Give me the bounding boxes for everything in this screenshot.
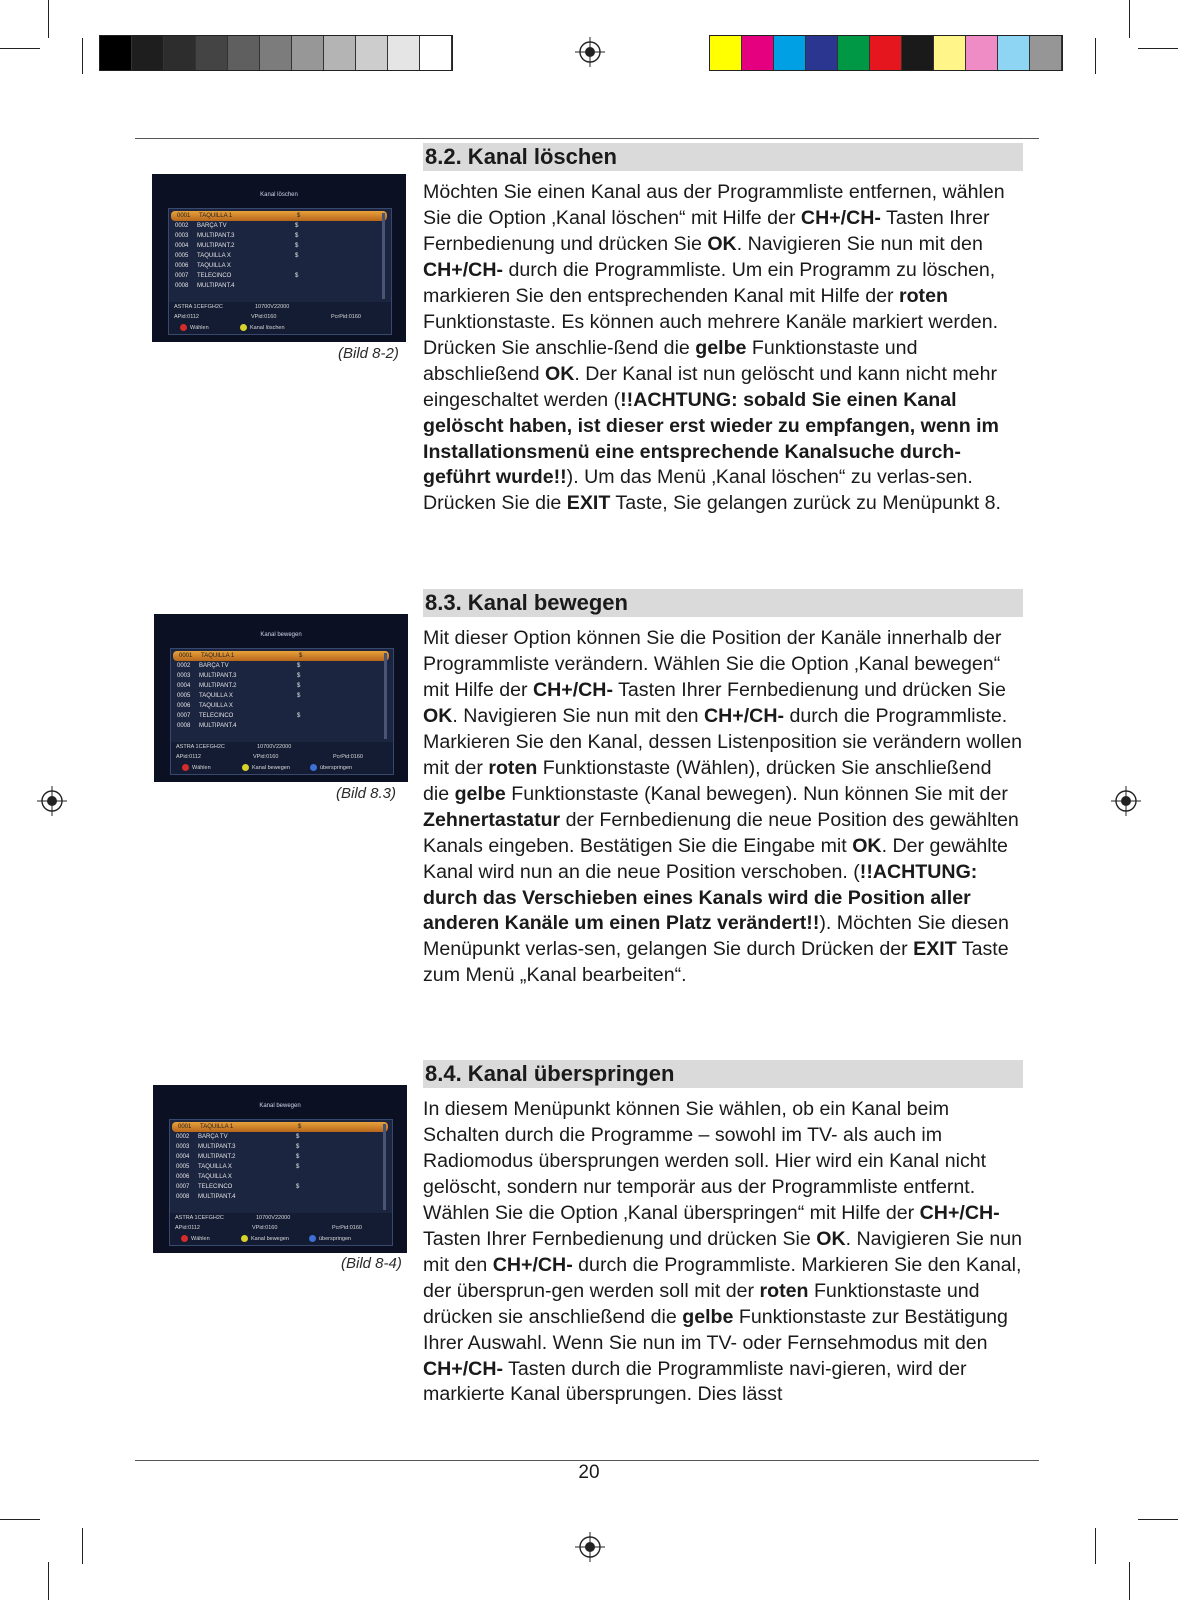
pcrpid-value: PcrPid:0160 bbox=[331, 314, 361, 320]
channel-row bbox=[171, 211, 387, 221]
info-line bbox=[170, 1223, 392, 1233]
function-key-label: Kanal bewegen bbox=[252, 764, 290, 771]
info-line bbox=[169, 302, 391, 312]
satellite-name: ASTRA 1CEFGH2C bbox=[175, 1215, 224, 1221]
section-kanal-bewegen bbox=[423, 589, 1023, 989]
color-swatch bbox=[324, 36, 356, 70]
channel-number: 0008 bbox=[176, 1194, 190, 1200]
channel-number: 0001 bbox=[179, 653, 193, 659]
bottom-rule bbox=[135, 1460, 1039, 1461]
red-dot-icon bbox=[181, 1235, 188, 1242]
color-swatch bbox=[838, 36, 870, 70]
info-line bbox=[170, 1213, 392, 1223]
channel-row bbox=[173, 651, 389, 661]
color-swatch bbox=[420, 36, 452, 70]
section-kanal-loeschen bbox=[423, 143, 1023, 517]
apid-value: APid:0112 bbox=[174, 314, 199, 320]
channel-row bbox=[171, 671, 393, 681]
transponder-value: 10700V22000 bbox=[256, 1215, 291, 1221]
color-swatch bbox=[998, 36, 1030, 70]
channel-row bbox=[170, 1132, 392, 1142]
channel-row bbox=[169, 251, 391, 261]
scrambled-flag: $ bbox=[296, 1134, 300, 1140]
channel-row bbox=[172, 1122, 388, 1132]
screenshot-kanal-bewegen bbox=[154, 614, 408, 782]
channel-list bbox=[170, 648, 394, 746]
channel-number: 0001 bbox=[177, 213, 191, 219]
channel-number: 0005 bbox=[175, 253, 189, 259]
channel-name: TAQUILLA 1 bbox=[201, 653, 235, 659]
channel-number: 0007 bbox=[177, 713, 191, 719]
channel-number: 0002 bbox=[176, 1134, 190, 1140]
channel-row bbox=[171, 701, 393, 711]
color-swatch bbox=[196, 36, 228, 70]
scrambled-flag: $ bbox=[297, 673, 301, 679]
channel-row bbox=[169, 231, 391, 241]
color-swatch bbox=[742, 36, 774, 70]
vpid-value: VPid:0160 bbox=[253, 754, 279, 760]
section-kanal-ueberspringen bbox=[423, 1060, 1023, 1408]
channel-list bbox=[168, 208, 392, 306]
figure-caption: (Bild 8-2) bbox=[338, 345, 399, 362]
screenshot-kanal-loeschen bbox=[152, 174, 406, 342]
channel-row bbox=[170, 1142, 392, 1152]
pcrpid-value: PcrPid:0160 bbox=[333, 754, 363, 760]
channel-name: MULTIPANT.4 bbox=[199, 723, 237, 729]
color-swatch bbox=[1030, 36, 1062, 70]
section-paragraph: In diesem Menüpunkt können Sie wählen, ob ein Kanal beim Schalten durch die Programme – sowohl im TV- als auch im Radiomodus übersprungen werden soll. Hier wird ein Kanal nicht gelöscht, sondern nur temporär aus der Programmliste entfernt. Wählen Sie die Option ‚Kanal überspringen“ mit Hilfe der CH+/CH- Tasten Ihrer Fernbedienung und drücken Sie OK. Navigieren Sie nun mit den CH+/CH- durch die Programmliste. Markieren Sie den Kanal, der übersprun-gen werden soll mit der roten Funktionstaste und drücken sie anschließend die gelbe Funktionstaste zur Bestätigung Ihrer Auswahl. Wenn Sie nun im TV- oder Fernsehmodus mit den CH+/CH- Tasten durch die Programmliste navi-gieren, wird der markierte Kanal übersprungen. Dies lässt bbox=[423, 1098, 1023, 1406]
page-number: 20 bbox=[578, 1462, 600, 1483]
channel-number: 0003 bbox=[175, 233, 189, 239]
scrambled-flag: $ bbox=[299, 653, 303, 659]
channel-name: TAQUILLA X bbox=[198, 1174, 232, 1180]
channel-name: TAQUILLA X bbox=[197, 253, 231, 259]
scrambled-flag: $ bbox=[295, 223, 299, 229]
figure-caption: (Bild 8.3) bbox=[336, 785, 397, 802]
info-line bbox=[169, 312, 391, 322]
function-key-bar bbox=[170, 762, 392, 774]
function-key-blue bbox=[309, 1235, 351, 1242]
channel-name: MULTIPANT.2 bbox=[197, 243, 235, 249]
channel-name: MULTIPANT.3 bbox=[197, 233, 235, 239]
color-swatch bbox=[100, 36, 132, 70]
color-swatch bbox=[902, 36, 934, 70]
info-line bbox=[171, 752, 393, 762]
channel-name: MULTIPANT.4 bbox=[198, 1194, 236, 1200]
channel-number: 0006 bbox=[176, 1174, 190, 1180]
satellite-name: ASTRA 1CEFGH2C bbox=[174, 304, 223, 310]
channel-row bbox=[169, 261, 391, 271]
color-swatch bbox=[228, 36, 260, 70]
red-dot-icon bbox=[180, 324, 187, 331]
channel-name: TAQUILLA X bbox=[199, 693, 233, 699]
section-heading: 8.2. Kanal löschen bbox=[423, 143, 1023, 171]
function-key-label: Wählen bbox=[191, 1235, 210, 1242]
function-key-label: Wählen bbox=[190, 324, 209, 331]
channel-row bbox=[169, 281, 391, 291]
scrambled-flag: $ bbox=[295, 233, 299, 239]
channel-name: MULTIPANT.2 bbox=[199, 683, 237, 689]
registration-mark-icon bbox=[575, 1532, 605, 1562]
registration-mark-icon bbox=[575, 37, 605, 67]
function-key-bar bbox=[169, 1233, 391, 1245]
function-key-yellow bbox=[240, 324, 285, 331]
channel-name: MULTIPANT.3 bbox=[199, 673, 237, 679]
channel-number: 0003 bbox=[177, 673, 191, 679]
channel-name: TAQUILLA 1 bbox=[199, 213, 233, 219]
scrambled-flag: $ bbox=[295, 243, 299, 249]
function-key-label: Kanal löschen bbox=[250, 324, 285, 331]
channel-number: 0004 bbox=[176, 1154, 190, 1160]
function-key-label: Wählen bbox=[192, 764, 211, 771]
function-key-label: überspringen bbox=[320, 764, 353, 771]
channel-row bbox=[171, 711, 393, 721]
function-key-red bbox=[181, 1235, 210, 1242]
channel-name: TELECINCO bbox=[197, 273, 232, 279]
vpid-value: VPid:0160 bbox=[251, 314, 277, 320]
scrollbar bbox=[384, 653, 387, 739]
color-swatch bbox=[132, 36, 164, 70]
function-key-yellow bbox=[242, 764, 290, 771]
channel-number: 0005 bbox=[176, 1164, 190, 1170]
section-heading: 8.4. Kanal überspringen bbox=[423, 1060, 1023, 1088]
blue-dot-icon bbox=[309, 1235, 316, 1242]
scrambled-flag: $ bbox=[297, 713, 301, 719]
channel-row bbox=[169, 241, 391, 251]
scrambled-flag: $ bbox=[295, 253, 299, 259]
grayscale-calibration-bar bbox=[99, 35, 453, 71]
scrambled-flag: $ bbox=[297, 693, 301, 699]
apid-value: APid:0112 bbox=[176, 754, 201, 760]
channel-row bbox=[170, 1172, 392, 1182]
color-swatch bbox=[966, 36, 998, 70]
channel-name: TELECINCO bbox=[199, 713, 234, 719]
channel-row bbox=[171, 691, 393, 701]
scrambled-flag: $ bbox=[296, 1144, 300, 1150]
transponder-value: 10700V22000 bbox=[255, 304, 290, 310]
channel-row bbox=[171, 721, 393, 731]
info-line bbox=[171, 742, 393, 752]
channel-number: 0008 bbox=[177, 723, 191, 729]
channel-name: BARÇA TV bbox=[198, 1134, 228, 1140]
scrollbar bbox=[382, 213, 385, 299]
channel-number: 0005 bbox=[177, 693, 191, 699]
channel-number: 0004 bbox=[175, 243, 189, 249]
screenshot-kanal-ueberspringen bbox=[153, 1085, 407, 1253]
scrambled-flag: $ bbox=[298, 1124, 302, 1130]
channel-name: BARÇA TV bbox=[197, 223, 227, 229]
channel-name: MULTIPANT.2 bbox=[198, 1154, 236, 1160]
function-key-yellow bbox=[241, 1235, 289, 1242]
channel-name: TAQUILLA X bbox=[197, 263, 231, 269]
channel-row bbox=[169, 221, 391, 231]
yellow-dot-icon bbox=[240, 324, 247, 331]
channel-name: BARÇA TV bbox=[199, 663, 229, 669]
vpid-value: VPid:0160 bbox=[252, 1225, 278, 1231]
channel-row bbox=[170, 1162, 392, 1172]
channel-row bbox=[171, 661, 393, 671]
channel-name: TAQUILLA X bbox=[198, 1164, 232, 1170]
color-swatch bbox=[292, 36, 324, 70]
function-key-label: Kanal bewegen bbox=[251, 1235, 289, 1242]
function-key-bar bbox=[168, 322, 390, 334]
channel-number: 0008 bbox=[175, 283, 189, 289]
color-swatch bbox=[388, 36, 420, 70]
channel-name: MULTIPANT.3 bbox=[198, 1144, 236, 1150]
scrollbar bbox=[383, 1124, 386, 1210]
color-calibration-bar bbox=[709, 35, 1063, 71]
channel-number: 0007 bbox=[176, 1184, 190, 1190]
channel-row bbox=[169, 271, 391, 281]
channel-name: TAQUILLA X bbox=[199, 703, 233, 709]
channel-name: MULTIPANT.4 bbox=[197, 283, 235, 289]
color-swatch bbox=[164, 36, 196, 70]
yellow-dot-icon bbox=[241, 1235, 248, 1242]
pcrpid-value: PcrPid:0160 bbox=[332, 1225, 362, 1231]
channel-row bbox=[170, 1152, 392, 1162]
scrambled-flag: $ bbox=[295, 273, 299, 279]
section-paragraph: Mit dieser Option können Sie die Position der Kanäle innerhalb der Programmliste verändern. Wählen Sie die Option ‚Kanal bewegen“ mit Hilfe der CH+/CH- Tasten Ihrer Fernbedienung und drücken Sie OK. Navigieren Sie nun mit den CH+/CH- durch die Programmliste. Markieren Sie den Kanal, dessen Listenposition sie verändern wollen mit der roten Funktionstaste (Wählen), drücken Sie anschließend die gelbe Funktionstaste (Kanal bewegen). Nun können Sie mit der Zehnertastatur der Fernbedienung die neue Position des gewählten Kanals eingeben. Bestätigen Sie die Eingabe mit OK. Der gewählte Kanal wird nun an die neue Position verschoben. (!!ACHTUNG: durch das Verschieben eines Kanals wird die Position aller anderen Kanäle um einen Platz verändert!!). Möchten Sie diesen Menüpunkt verlas-sen, gelangen Sie durch Drücken der EXIT Taste zum Menü „Kanal bearbeiten“. bbox=[423, 627, 1023, 987]
channel-list bbox=[169, 1119, 393, 1217]
function-key-blue bbox=[310, 764, 352, 771]
color-swatch bbox=[710, 36, 742, 70]
scrambled-flag: $ bbox=[296, 1154, 300, 1160]
menu-title: Kanal bewegen bbox=[259, 1103, 301, 1109]
scrambled-flag: $ bbox=[296, 1184, 300, 1190]
yellow-dot-icon bbox=[242, 764, 249, 771]
channel-number: 0002 bbox=[175, 223, 189, 229]
function-key-red bbox=[182, 764, 211, 771]
section-paragraph: Möchten Sie einen Kanal aus der Programmliste entfernen, wählen Sie die Option ‚Kanal löschen“ mit Hilfe der CH+/CH- Tasten Ihrer Fernbedienung und drücken Sie OK. Navigieren Sie nun mit den CH+/CH- durch die Programmliste. Um ein Programm zu löschen, markieren Sie den entsprechenden Kanal mit Hilfe der roten Funktionstaste. Es können auch mehrere Kanäle markiert werden. Drücken Sie anschlie-ßend die gelbe Funktionstaste und abschließend OK. Der Kanal ist nun gelöscht und kann nicht mehr eingeschaltet werden (!!ACHTUNG: sobald Sie einen Kanal gelöscht haben, ist dieser erst wieder zu empfangen, wenn im Installationsmenü eine entsprechende Kanalsuche durch-geführt wurde!!). Um das Menü ‚Kanal löschen“ zu verlas-sen. Drücken Sie die EXIT Taste, Sie gelangen zurück zu Menüpunkt 8. bbox=[423, 181, 1005, 515]
function-key-red bbox=[180, 324, 209, 331]
channel-name: TAQUILLA 1 bbox=[200, 1124, 234, 1130]
transponder-value: 10700V22000 bbox=[257, 744, 292, 750]
satellite-name: ASTRA 1CEFGH2C bbox=[176, 744, 225, 750]
channel-number: 0002 bbox=[177, 663, 191, 669]
channel-number: 0006 bbox=[175, 263, 189, 269]
channel-number: 0001 bbox=[178, 1124, 192, 1130]
scrambled-flag: $ bbox=[296, 1164, 300, 1170]
channel-number: 0006 bbox=[177, 703, 191, 709]
color-swatch bbox=[870, 36, 902, 70]
registration-mark-icon bbox=[1111, 786, 1141, 816]
registration-mark-icon bbox=[37, 786, 67, 816]
top-rule bbox=[135, 138, 1039, 139]
color-swatch bbox=[260, 36, 292, 70]
color-swatch bbox=[934, 36, 966, 70]
menu-title: Kanal löschen bbox=[260, 192, 298, 198]
color-swatch bbox=[774, 36, 806, 70]
scrambled-flag: $ bbox=[297, 663, 301, 669]
apid-value: APid:0112 bbox=[175, 1225, 200, 1231]
color-swatch bbox=[806, 36, 838, 70]
color-swatch bbox=[356, 36, 388, 70]
channel-row bbox=[171, 681, 393, 691]
red-dot-icon bbox=[182, 764, 189, 771]
channel-name: TELECINCO bbox=[198, 1184, 233, 1190]
figure-caption: (Bild 8-4) bbox=[341, 1255, 402, 1272]
blue-dot-icon bbox=[310, 764, 317, 771]
section-heading: 8.3. Kanal bewegen bbox=[423, 589, 1023, 617]
channel-number: 0003 bbox=[176, 1144, 190, 1150]
channel-row bbox=[170, 1192, 392, 1202]
scrambled-flag: $ bbox=[297, 213, 301, 219]
channel-number: 0004 bbox=[177, 683, 191, 689]
channel-row bbox=[170, 1182, 392, 1192]
function-key-label: überspringen bbox=[319, 1235, 352, 1242]
menu-title: Kanal bewegen bbox=[260, 632, 302, 638]
channel-number: 0007 bbox=[175, 273, 189, 279]
scrambled-flag: $ bbox=[297, 683, 301, 689]
